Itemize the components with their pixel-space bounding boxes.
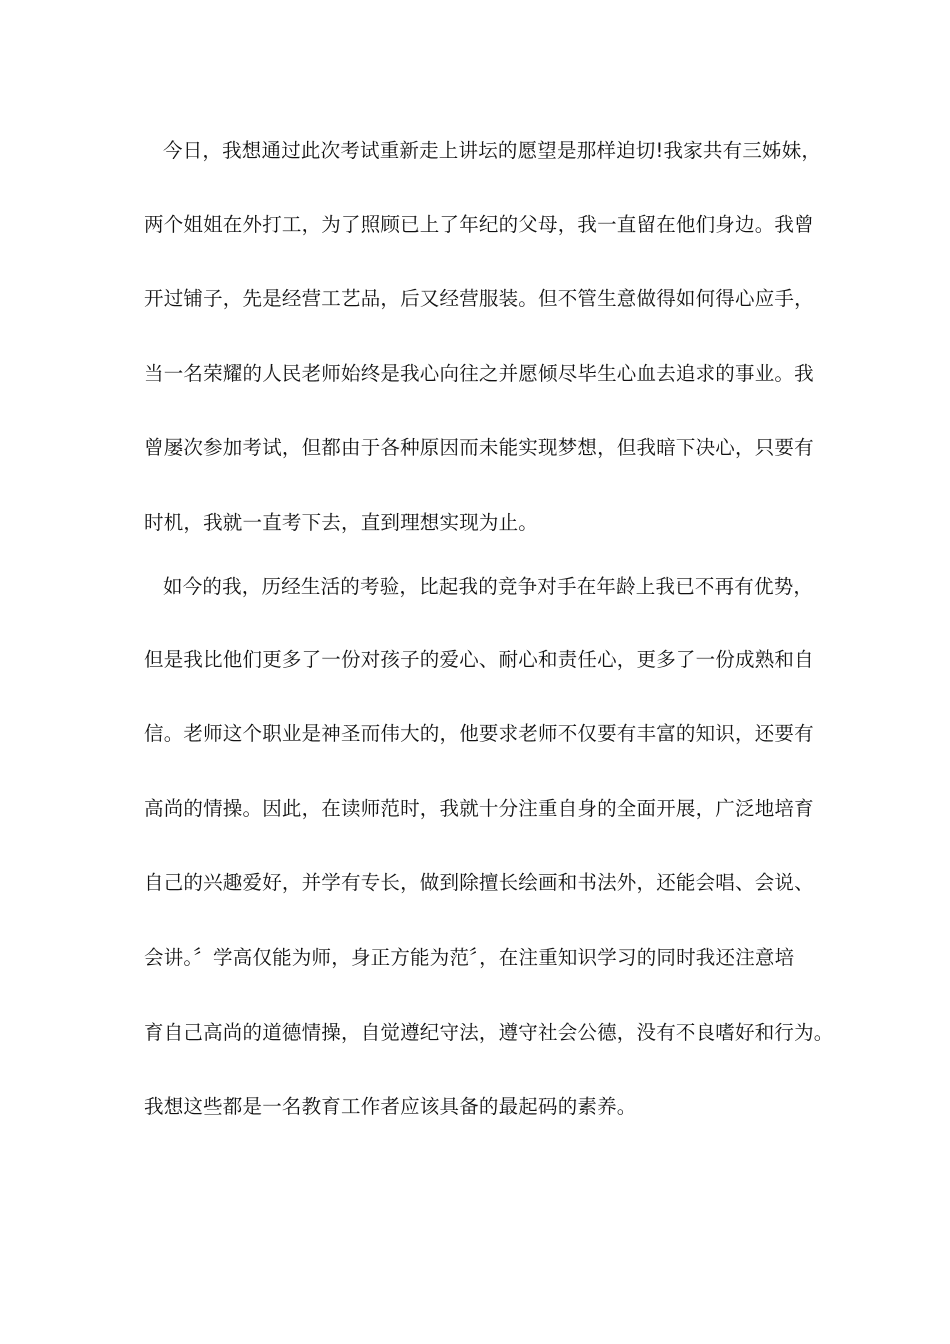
text-line: 育自己高尚的道德情操，自觉遵纪守法，遵守社会公德，没有不良嗜好和行为。 <box>144 1021 834 1044</box>
text-line: 当一名荣耀的人民老师始终是我心向往之并愿倾尽毕生心血去追求的事业。我 <box>144 362 814 385</box>
text-line: 今日，我想通过此次考试重新走上讲坛的愿望是那样迫切!我家共有三姊妹， <box>163 139 822 162</box>
text-line: 时机，我就一直考下去，直到理想实现为止。 <box>144 511 539 534</box>
text-line: 但是我比他们更多了一份对孩子的爱心、耐心和责任心，更多了一份成熟和自 <box>144 648 814 671</box>
text-line: 曾屡次参加考试，但都由于各种原因而未能实现梦想，但我暗下决心，只要有 <box>144 436 814 459</box>
text-line: 两个姐姐在外打工，为了照顾已上了年纪的父母，我一直留在他们身边。我曾 <box>144 213 814 236</box>
text-line: 开过铺子，先是经营工艺品，后又经营服装。但不管生意做得如何得心应手， <box>144 287 814 310</box>
text-line: 高尚的情操。因此，在读师范时，我就十分注重自身的全面开展，广泛地培育 <box>144 797 814 820</box>
text-line: 会讲。〞学高仅能为师，身正方能为范〞，在注重知识学习的同时我还注意培 <box>144 946 795 969</box>
text-line: 信。老师这个职业是神圣而伟大的，他要求老师不仅要有丰富的知识，还要有 <box>144 722 814 745</box>
text-line: 我想这些都是一名教育工作者应该具备的最起码的素养。 <box>144 1095 637 1118</box>
text-line: 如今的我，历经生活的考验，比起我的竞争对手在年龄上我已不再有优势， <box>163 575 814 598</box>
text-line: 自己的兴趣爱好，并学有专长，做到除擅长绘画和书法外，还能会唱、会说、 <box>144 871 814 894</box>
